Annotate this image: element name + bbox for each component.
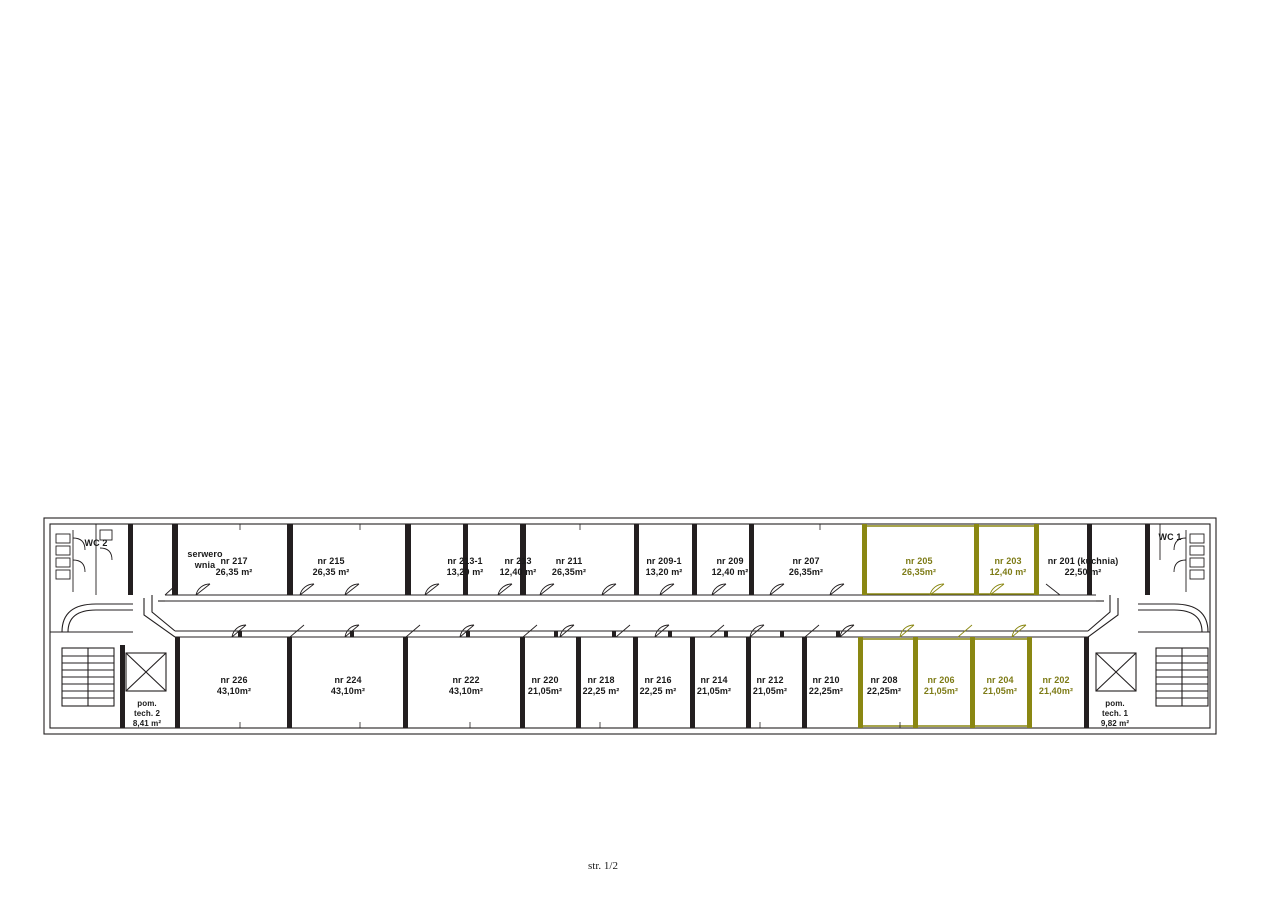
- room-label-220: [515, 675, 575, 697]
- room-label-210: [796, 675, 856, 697]
- room-label-215: [300, 556, 362, 578]
- room-area: tech. 1: [1101, 709, 1129, 718]
- room-area-value: 8,41 m²: [132, 719, 162, 728]
- room-name: nr 210: [812, 675, 840, 685]
- room-area: 21,40m²: [1038, 686, 1074, 696]
- room-name: pom.: [137, 699, 157, 708]
- room-name: pom.: [1105, 699, 1125, 708]
- room-name: nr 208: [870, 675, 898, 685]
- room-label-212: [740, 675, 800, 697]
- room-area: 13,20 m²: [645, 567, 683, 577]
- room-name: nr 216: [644, 675, 672, 685]
- room-area: 21,05m²: [696, 686, 732, 696]
- room-area: 12,40 m²: [711, 567, 749, 577]
- room-name: WC 2: [84, 538, 108, 548]
- room-label-222: [435, 675, 497, 697]
- room-name: nr 202: [1042, 675, 1070, 685]
- room-name: serwero: [187, 549, 223, 559]
- room-area: 22,25m²: [808, 686, 844, 696]
- room-area: 26,35 m²: [215, 567, 253, 577]
- room-area: 43,10m²: [216, 686, 252, 696]
- room-label-pom-tech-1: [1092, 699, 1138, 729]
- room-label-202: [1026, 675, 1086, 697]
- room-name: nr 224: [334, 675, 362, 685]
- room-area: 21,05m²: [527, 686, 563, 696]
- room-label-213-1: [434, 556, 496, 578]
- room-name: nr 209-1: [646, 556, 682, 566]
- room-area: 13,20 m²: [446, 567, 484, 577]
- room-area: 26,35m²: [901, 567, 937, 577]
- room-name: nr 222: [452, 675, 480, 685]
- room-label-wc2: [76, 538, 116, 549]
- room-label-pom-tech-2: [124, 699, 170, 729]
- room-name: nr 204: [986, 675, 1014, 685]
- room-area: 26,35 m²: [312, 567, 350, 577]
- room-area: 22,50 m²: [1064, 567, 1102, 577]
- room-name: nr 201 (kuchnia): [1047, 556, 1119, 566]
- room-label-204: [970, 675, 1030, 697]
- room-label-226: [203, 675, 265, 697]
- room-name: nr 217: [220, 556, 248, 566]
- room-label-224: [317, 675, 379, 697]
- room-name: nr 211: [555, 556, 583, 566]
- room-area: 26,35m²: [551, 567, 587, 577]
- room-label-207: [775, 556, 837, 578]
- room-label-216: [628, 675, 688, 697]
- room-area: 26,35m²: [788, 567, 824, 577]
- room-label-217: [203, 556, 265, 578]
- room-name: WC 1: [1158, 532, 1182, 542]
- page-number-note: str. 1/2: [588, 860, 618, 872]
- room-label-208: [854, 675, 914, 697]
- room-label-wc1: [1150, 532, 1190, 543]
- room-area: 43,10m²: [448, 686, 484, 696]
- room-name: nr 212: [756, 675, 784, 685]
- room-area: 22,25m²: [866, 686, 902, 696]
- room-name: nr 220: [531, 675, 559, 685]
- room-label-203: [977, 556, 1039, 578]
- room-area: 21,05m²: [752, 686, 788, 696]
- room-label-201-kuchnia: [1039, 556, 1127, 578]
- room-name: nr 206: [927, 675, 955, 685]
- room-name: nr 226: [220, 675, 248, 685]
- room-label-211: [538, 556, 600, 578]
- room-label-214: [684, 675, 744, 697]
- room-label-209-1: [633, 556, 695, 578]
- room-area-value: 9,82 m²: [1100, 719, 1130, 728]
- room-name: nr 214: [700, 675, 728, 685]
- room-name: nr 205: [905, 556, 933, 566]
- room-area: 12,40 m²: [499, 567, 537, 577]
- room-area: 22,25 m²: [639, 686, 677, 696]
- room-name: nr 203: [994, 556, 1022, 566]
- room-name: nr 215: [317, 556, 345, 566]
- room-name: nr 207: [792, 556, 820, 566]
- room-area: 43,10m²: [330, 686, 366, 696]
- room-label-206: [911, 675, 971, 697]
- room-name: nr 218: [587, 675, 615, 685]
- room-area: wnia: [194, 560, 216, 570]
- room-label-205: [888, 556, 950, 578]
- room-name: nr 213: [504, 556, 532, 566]
- room-label-218: [571, 675, 631, 697]
- room-area: 21,05m²: [923, 686, 959, 696]
- room-label-209: [699, 556, 761, 578]
- room-area: 21,05m²: [982, 686, 1018, 696]
- room-name: nr 213-1: [447, 556, 483, 566]
- room-area: 12,40 m²: [989, 567, 1027, 577]
- room-name: nr 209: [716, 556, 744, 566]
- room-area: 22,25 m²: [582, 686, 620, 696]
- room-area: tech. 2: [133, 709, 161, 718]
